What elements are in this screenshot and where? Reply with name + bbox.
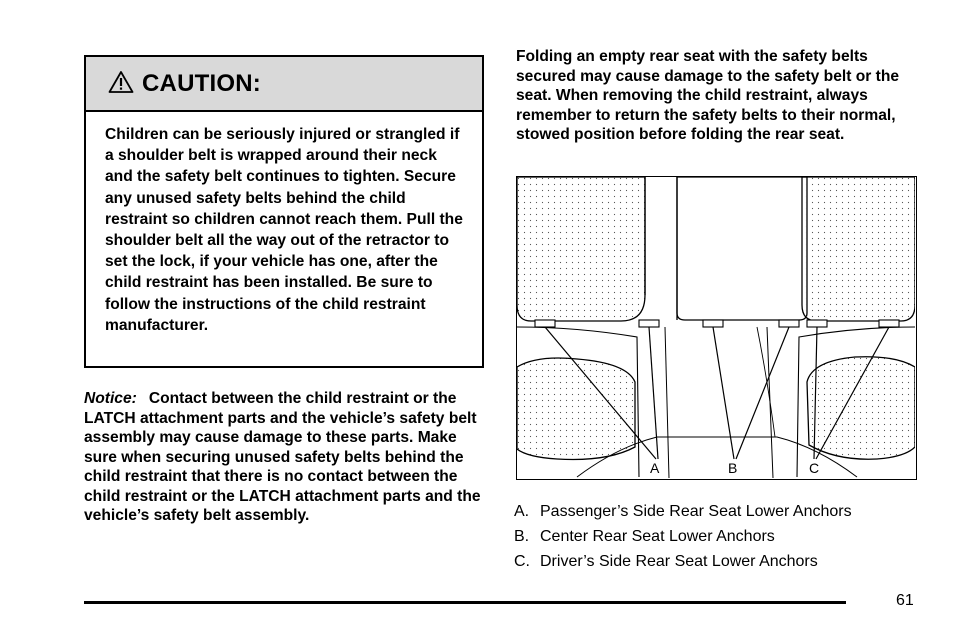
notice-label: Notice: (84, 390, 137, 407)
center-seatback (677, 177, 807, 320)
caution-body: Children can be seriously injured or strangled if a shoulder belt is wrapped around their neck and the safety belt continues to tighten. Secure any unused safety belts behind the child restraint so children cannot reach them. Pull the shoulder belt all the way out of the retractor to set the lock, if your vehicle has one, after the child restraint has been installed. Be sure to follow the instructions of the child restraint manufacturer. (105, 126, 463, 334)
rear-seat-anchors-illustration (516, 176, 917, 480)
caution-header (86, 57, 482, 112)
warning-triangle-icon (108, 70, 134, 94)
figure-legend (514, 499, 914, 574)
legend-item (514, 499, 914, 524)
right-cushion (807, 357, 915, 460)
notice-paragraph (84, 389, 486, 526)
legend-letter: C. (514, 553, 530, 570)
figure-label-a: A (650, 460, 660, 476)
folding-seat-paragraph: Folding an empty rear seat with the safety belts secured may cause damage to the safety belt or the seat. When removing the child restraint, always remember to return the safety belts to their normal, stowed position before folding the rear seat. (516, 48, 900, 143)
figure-label-c: C (809, 460, 820, 476)
caution-box (84, 55, 484, 368)
notice-text: Contact between the child restraint or the LATCH attachment parts and the vehicle’s safety belt assembly may cause damage to these parts. Make sure when securing unused safety belts behind the child restraint that there is no contact between the child restraint or the LATCH attachment parts and the vehicle’s safety belt assembly. (84, 390, 481, 524)
caution-title: CAUTION: (142, 69, 261, 97)
legend-letter: A. (514, 503, 530, 520)
page-number: 61 (896, 592, 914, 609)
legend-text: Passenger’s Side Rear Seat Lower Anchors (540, 503, 852, 520)
legend-letter: B. (514, 528, 530, 545)
legend-text: Driver’s Side Rear Seat Lower Anchors (540, 553, 818, 570)
legend-item (514, 549, 914, 574)
footer-rule (84, 601, 846, 604)
rear-seat-drawing (517, 177, 915, 478)
legend-item (514, 524, 914, 549)
left-seatback (517, 177, 645, 321)
legend-text: Center Rear Seat Lower Anchors (540, 528, 775, 545)
right-seatback (802, 177, 915, 321)
figure-label-b: B (728, 460, 738, 476)
left-cushion (517, 358, 635, 460)
